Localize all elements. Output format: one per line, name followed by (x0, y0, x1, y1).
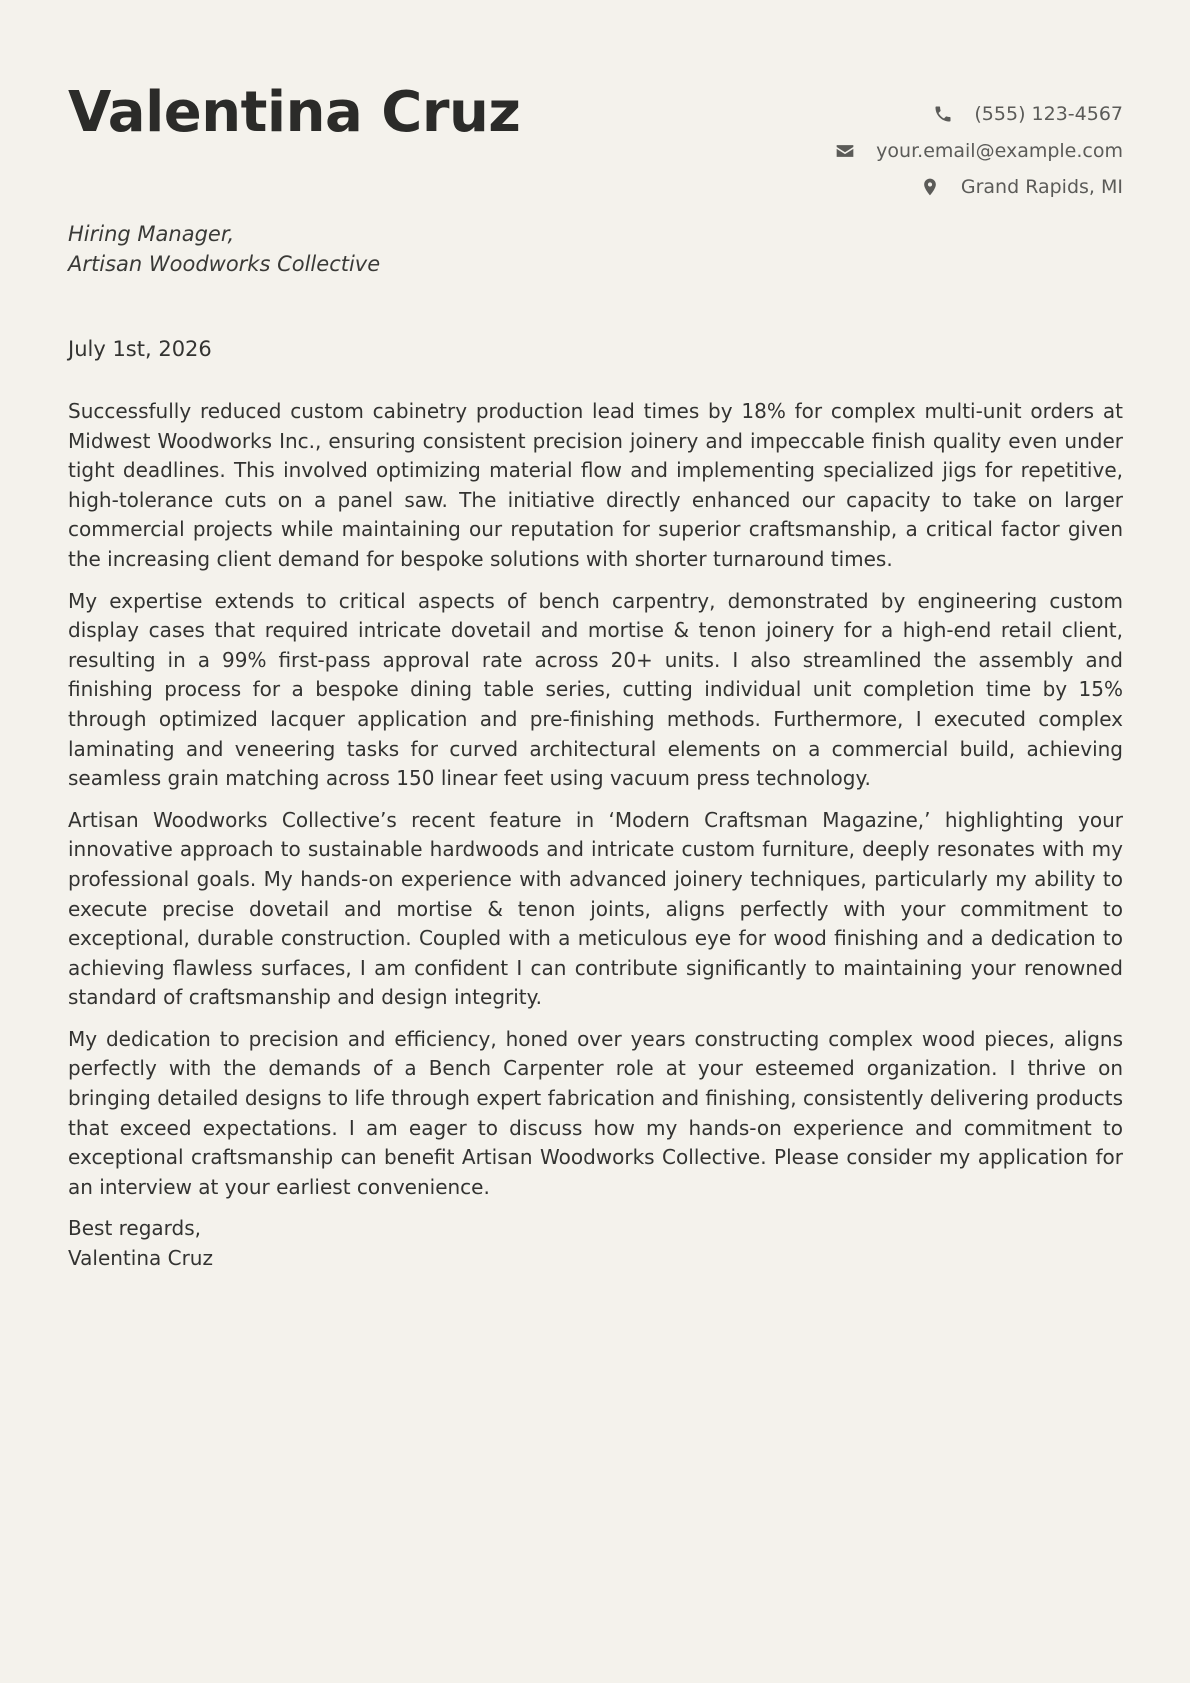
closing-signature: Valentina Cruz (68, 1246, 213, 1271)
letter-body (68, 397, 1123, 1274)
body-paragraph-2: My expertise extends to critical aspects of bench carpentry, demonstrated by engineering custom display cases that required intricate dovetail and mortise & tenon joinery for a high-end retail client, resulting in a 99% first-pass approval rate across 20+ units. I also streamlined the assembly and finishing process for a bespoke dining table series, cutting individual unit completion time by 15% through optimized lacquer application and pre-finishing methods. Furthermore, I executed complex laminating and veneering tasks for curved architectural elements on a commercial build, achieving seamless grain matching across 150 linear feet using vacuum press technology. (68, 588, 1123, 791)
closing-block (68, 1214, 1123, 1273)
contact-location (834, 169, 1123, 206)
contact-phone (834, 96, 1123, 133)
body-paragraph-3: Artisan Woodworks Collective’s recent feature in ‘Modern Craftsman Magazine,’ highlighting your innovative approach to sustainable hardwoods and intricate custom furniture, deeply resonates with my professional goals. My hands-on experience with advanced joinery techniques, particularly my ability to execute precise dovetail and mortise & tenon joints, aligns perfectly with your commitment to exceptional, durable construction. Coupled with a meticulous eye for wood finishing and a dedication to achieving flawless surfaces, I am confident I can contribute significantly to maintaining your renowned standard of craftsmanship and design integrity. (68, 807, 1123, 1010)
envelope-icon (834, 140, 856, 162)
closing-salutation: Best regards, (68, 1216, 202, 1241)
phone-text: (555) 123-4567 (974, 103, 1123, 126)
recipient-title: Hiring Manager, (68, 222, 235, 246)
body-paragraph-4: My dedication to precision and efficiency, honed over years constructing complex wood pieces, aligns perfectly with the demands of a Bench Carpenter role at your esteemed organization. I thrive on bringing detailed designs to life through expert fabrication and finishing, consistently delivering products that exceed expectations. I am eager to discuss how my hands-on experience and commitment to exceptional craftsmanship can benefit Artisan Woodworks Collective. Please consider my application for an interview at your earliest convenience. (68, 1026, 1123, 1199)
contact-block (834, 96, 1123, 206)
recipient-block (68, 220, 380, 279)
email-text: your.email@example.com (876, 139, 1123, 162)
recipient-company: Artisan Woodworks Collective (68, 251, 381, 276)
cover-letter-page (68, 0, 1123, 1683)
location-text: Grand Rapids, MI (960, 176, 1123, 199)
applicant-name: Valentina Cruz (68, 80, 521, 145)
letter-date: July 1st, 2026 (68, 337, 212, 361)
phone-icon (932, 103, 954, 125)
contact-email (834, 133, 1123, 170)
body-paragraph-1: Successfully reduced custom cabinetry production lead times by 18% for complex multi-unit orders at Midwest Woodworks Inc., ensuring consistent precision joinery and impeccable finish quality even under tight deadlines. This involved optimizing material flow and implementing specialized jigs for repetitive, high-tolerance cuts on a panel saw. The initiative directly enhanced our capacity to take on larger commercial projects while maintaining our reputation for superior craftsmanship, a critical factor given the increasing client demand for bespoke solutions with shorter turnaround times. (68, 399, 1123, 571)
map-pin-icon (919, 176, 941, 198)
